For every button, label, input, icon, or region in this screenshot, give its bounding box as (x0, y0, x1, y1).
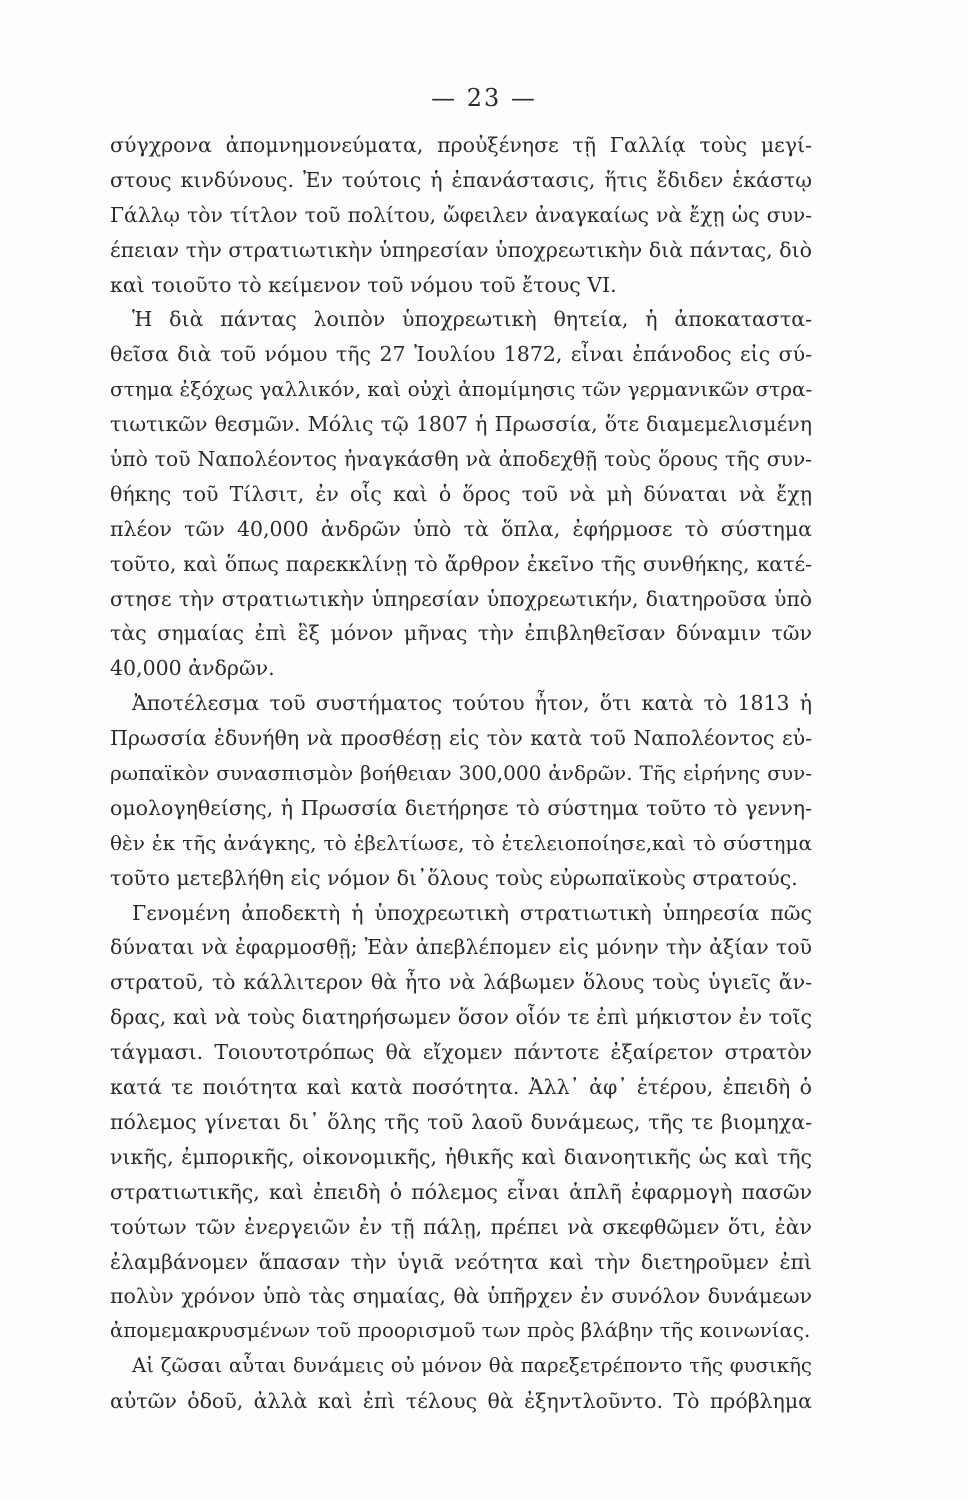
text-line: ρωπαϊκὸν συνασπισμὸν βοήθειαν 300,000 ἀνδρῶν. Τῆς εἰρήνης συν- (110, 761, 812, 786)
text-line: νικῆς, ἐμπορικῆς, οἰκονομικῆς, ἠθικῆς καὶ διανοητικῆς ὡς καὶ τῆς (110, 1144, 812, 1169)
text-line: θὲν ἐκ τῆς ἀνάγκης, τὸ ἐβελτίωσε, τὸ ἐτελειοποίησε,καὶ τὸ σύστημα (110, 830, 812, 855)
text-line: δύναται νὰ ἐφαρμοσθῇ; Ἐὰν ἀπεβλέπομεν εἰς μόνην τὴν ἀξίαν τοῦ (110, 935, 812, 960)
text-line: έπειαν τὴν στρατιωτικὴν ὑπηρεσίαν ὑποχρεωτικὴν διὰ πάντας, διὸ (110, 237, 812, 262)
text-line: πολὺν χρόνον ὑπὸ τὰς σημαίας, θὰ ὑπῆρχεν ἐν συνόλον δυνάμεων (110, 1284, 812, 1309)
text-line: Γενομένη ἀποδεκτὴ ἡ ὑποχρεωτικὴ στρατιωτικὴ ὑπηρεσία πῶς (132, 900, 812, 925)
text-line: πόλεμος γίνεται δι᾽ ὅλης τῆς τοῦ λαοῦ δυνάμεως, τῆς τε βιομηχα- (110, 1109, 812, 1134)
page-number: — 23 — (431, 84, 537, 112)
text-line: θεῖσα διὰ τοῦ νόμου τῆς 27 Ἰουλίου 1872, εἶναι ἐπάνοδος εἰς σύ- (110, 342, 812, 367)
text-line: Ἀποτέλεσμα τοῦ συστήματος τούτου ἦτον, ὅτι κατὰ τὸ 1813 ἡ (132, 691, 812, 716)
text-line: καὶ τοιοῦτο τὸ κείμενον τοῦ νόμου τοῦ ἔτους VI. (110, 272, 617, 297)
text-line: τούτων τῶν ἐνεργειῶν ἐν τῇ πάλῃ, πρέπει νὰ σκεφθῶμεν ὅτι, ἐὰν (110, 1214, 812, 1239)
text-line: Γάλλῳ τὸν τίτλον τοῦ πολίτου, ὤφειλεν ἀναγκαίως νὰ ἔχῃ ὡς συν- (110, 202, 812, 227)
text-line: ομολογηθείσης, ἡ Πρωσσία διετήρησε τὸ σύστημα τοῦτο τὸ γεννη- (110, 795, 812, 820)
text-line: πλέον τῶν 40,000 ἀνδρῶν ὑπὸ τὰ ὅπλα, ἐφήρμοσε τὸ σύστημα (110, 516, 812, 541)
text-line: δρας, καὶ νὰ τοὺς διατηρήσωμεν ὅσον οἷόν τε ἐπὶ μήκιστον ἐν τοῖς (110, 1005, 812, 1030)
text-line: Ἡ διὰ πάντας λοιπὸν ὑποχρεωτικὴ θητεία, ἡ ἀποκαταστα- (132, 307, 812, 332)
text-line: τὰς σημαίας ἐπὶ ἓξ μόνον μῆνας τὴν ἐπιβληθεῖσαν δύναμιν τῶν (110, 621, 812, 646)
text-line: τιωτικῶν θεσμῶν. Μόλις τῷ 1807 ἡ Πρωσσία, ὅτε διαμεμελισμένη (110, 412, 812, 437)
text-line: θήκης τοῦ Τίλσιτ, ἐν οἷς καὶ ὁ ὅρος τοῦ νὰ μὴ δύναται νὰ ἔχῃ (110, 481, 812, 506)
text-line: στρατοῦ, τὸ κάλλιτερον θὰ ἦτο νὰ λάβωμεν ὅλους τοὺς ὑγιεῖς ἄν- (110, 970, 812, 995)
text-line: τάγμασι. Τοιουτοτρόπως θὰ εἴχομεν πάντοτε ἐξαίρετον στρατὸν (110, 1040, 812, 1065)
text-line: σύγχρονα ἀπομνημονεύματα, προὐξένησε τῇ Γαλλίᾳ τοὺς μεγί- (110, 133, 812, 157)
text-line: 40,000 ἀνδρῶν. (110, 656, 275, 681)
text-line: στρατιωτικῆς, καὶ ἐπειδὴ ὁ πόλεμος εἶναι ἁπλῆ ἐφαρμογὴ πασῶν (110, 1179, 812, 1204)
text-line: Πρωσσία ἐδυνήθη νὰ προσθέσῃ εἰς τὸν κατὰ τοῦ Ναπολέοντος εὐ- (110, 726, 812, 751)
text-line: κατά τε ποιότητα καὶ κατὰ ποσότητα. Ἀλλ᾽ ἀφ᾽ ἑτέρου, ἐπειδὴ ὁ (110, 1075, 812, 1100)
text-line: Αἱ ζῶσαι αὗται δυνάμεις οὐ μόνον θὰ παρεξετρέποντο τῆς φυσικῆς (132, 1354, 812, 1378)
text-line: ἐλαμβάνομεν ἅπασαν τὴν ὑγιᾶ νεότητα καὶ τὴν διετηροῦμεν ἐπὶ (110, 1249, 812, 1274)
text-line: τοῦτο μετεβλήθη εἰς νόμον δι᾽ὅλους τοὺς εὐρωπαϊκοὺς στρατούς. (110, 865, 798, 890)
text-line: ἀπομεμακρυσμένων τοῦ προορισμοῦ των πρὸς βλάβην τῆς κοινωνίας. (110, 1319, 811, 1343)
body-text (110, 128, 812, 1419)
text-line: αὐτῶν ὁδοῦ, ἀλλὰ καὶ ἐπὶ τέλους θὰ ἐξηντλοῦντο. Τὸ πρόβλημα (110, 1389, 812, 1414)
text-line: ὑπὸ τοῦ Ναπολέοντος ἠναγκάσθη νὰ ἀποδεχθῇ τοὺς ὅρους τῆς συν- (110, 447, 812, 472)
text-line: στημα ἐξόχως γαλλικόν, καὶ οὐχὶ ἀπομίμησις τῶν γερμανικῶν στρα- (110, 377, 812, 402)
text-line: στησε τὴν στρατιωτικὴν ὑπηρεσίαν ὑποχρεωτικήν, διατηροῦσα ὑπὸ (110, 586, 812, 611)
text-line: τοῦτο, καὶ ὅπως παρεκκλίνῃ τὸ ἄρθρον ἐκεῖνο τῆς συνθήκης, κατέ- (110, 551, 812, 576)
text-line: στους κινδύνους. Ἐν τούτοις ἡ ἐπανάστασις, ἥτις ἔδιδεν ἑκάστῳ (110, 167, 812, 192)
